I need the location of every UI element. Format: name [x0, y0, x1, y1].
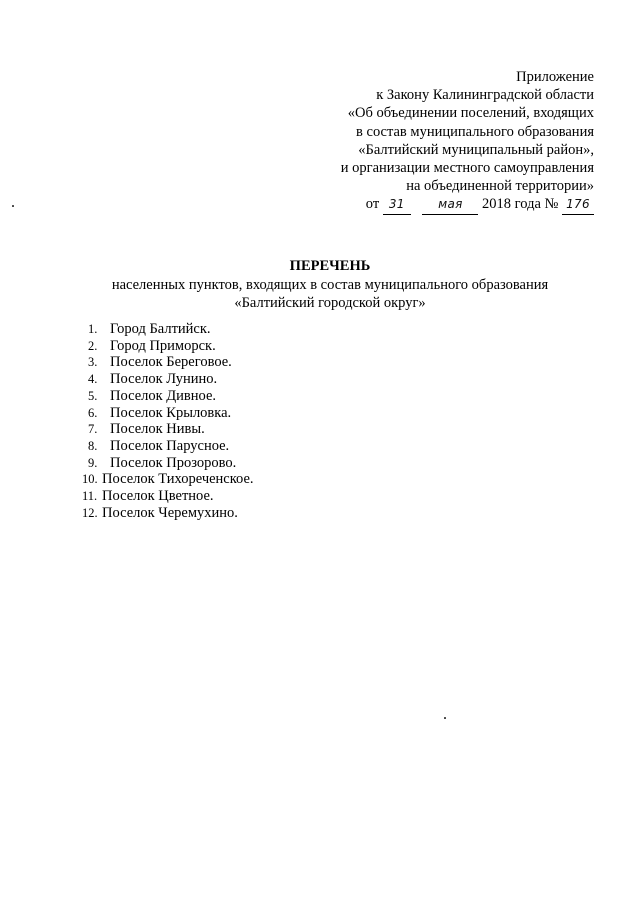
appendix-line: «Об объединении поселений, входящих [347, 105, 594, 122]
list-item-text: Поселок Крыловка. [110, 404, 232, 421]
list-item-text: Поселок Цветное. [102, 488, 214, 505]
list-item-text: Поселок Береговое. [110, 354, 232, 371]
list-item-text: Поселок Черемухино. [102, 504, 238, 521]
title-line: населенных пунктов, входящих в состав муниципального образования [111, 276, 549, 293]
list-item-number: 1. [88, 322, 98, 336]
list-item-text: Поселок Парусное. [110, 437, 230, 454]
appendix-line: к Закону Калининградской области [376, 87, 594, 104]
list-item-number: 3. [88, 355, 98, 370]
list-item-text: Поселок Дивное. [110, 387, 217, 404]
list-item-number: 9. [88, 455, 98, 470]
list-item [88, 338, 254, 355]
list-item-number: 5. [88, 388, 98, 403]
list-item-number: 4. [88, 372, 98, 387]
appendix-header [234, 68, 594, 215]
list-item-number: 12. [82, 505, 98, 520]
settlement-list [82, 321, 254, 521]
handwritten-day: 31 [383, 195, 411, 214]
date-year: 2018 года № [482, 196, 559, 213]
list-item-number: 11. [82, 489, 98, 504]
title-heading: ПЕРЕЧЕНЬ [289, 258, 371, 274]
list-item-number: 6. [88, 405, 98, 420]
appendix-line: на объединенной территории» [406, 178, 594, 195]
list-item-text: Город Балтийск. [110, 321, 211, 337]
list-item [82, 488, 254, 505]
appendix-line: в состав муниципального образования [356, 123, 594, 140]
list-item [82, 505, 254, 522]
list-item [88, 354, 254, 371]
list-item-text: Поселок Тихореченское. [102, 471, 254, 488]
list-item-number: 2. [88, 338, 98, 353]
handwritten-month: мая [422, 195, 478, 214]
handwritten-number: 176 [562, 195, 594, 214]
list-title [90, 257, 570, 313]
list-item-number: 7. [88, 422, 98, 437]
scan-speck [12, 205, 14, 207]
appendix-date-line [234, 195, 594, 214]
scan-speck [444, 717, 446, 719]
appendix-line: Приложение [516, 69, 594, 85]
list-item-text: Город Приморск. [110, 337, 216, 354]
list-item-number: 8. [88, 438, 98, 453]
list-item [88, 405, 254, 422]
appendix-line: и организации местного самоуправления [340, 160, 594, 177]
list-item [88, 455, 254, 472]
list-item [88, 371, 254, 388]
list-item-number: 10. [82, 472, 98, 487]
list-item-text: Поселок Прозорово. [110, 454, 237, 471]
list-item [88, 321, 254, 338]
list-item-text: Поселок Лунино. [110, 371, 218, 388]
list-item [88, 438, 254, 455]
title-line: «Балтийский городской округ» [234, 295, 426, 311]
list-item [82, 471, 254, 488]
date-prefix: от [365, 196, 380, 213]
appendix-line: «Балтийский муниципальный район», [358, 141, 594, 158]
list-item-text: Поселок Нивы. [110, 421, 205, 438]
list-item [88, 388, 254, 405]
list-item [88, 421, 254, 438]
